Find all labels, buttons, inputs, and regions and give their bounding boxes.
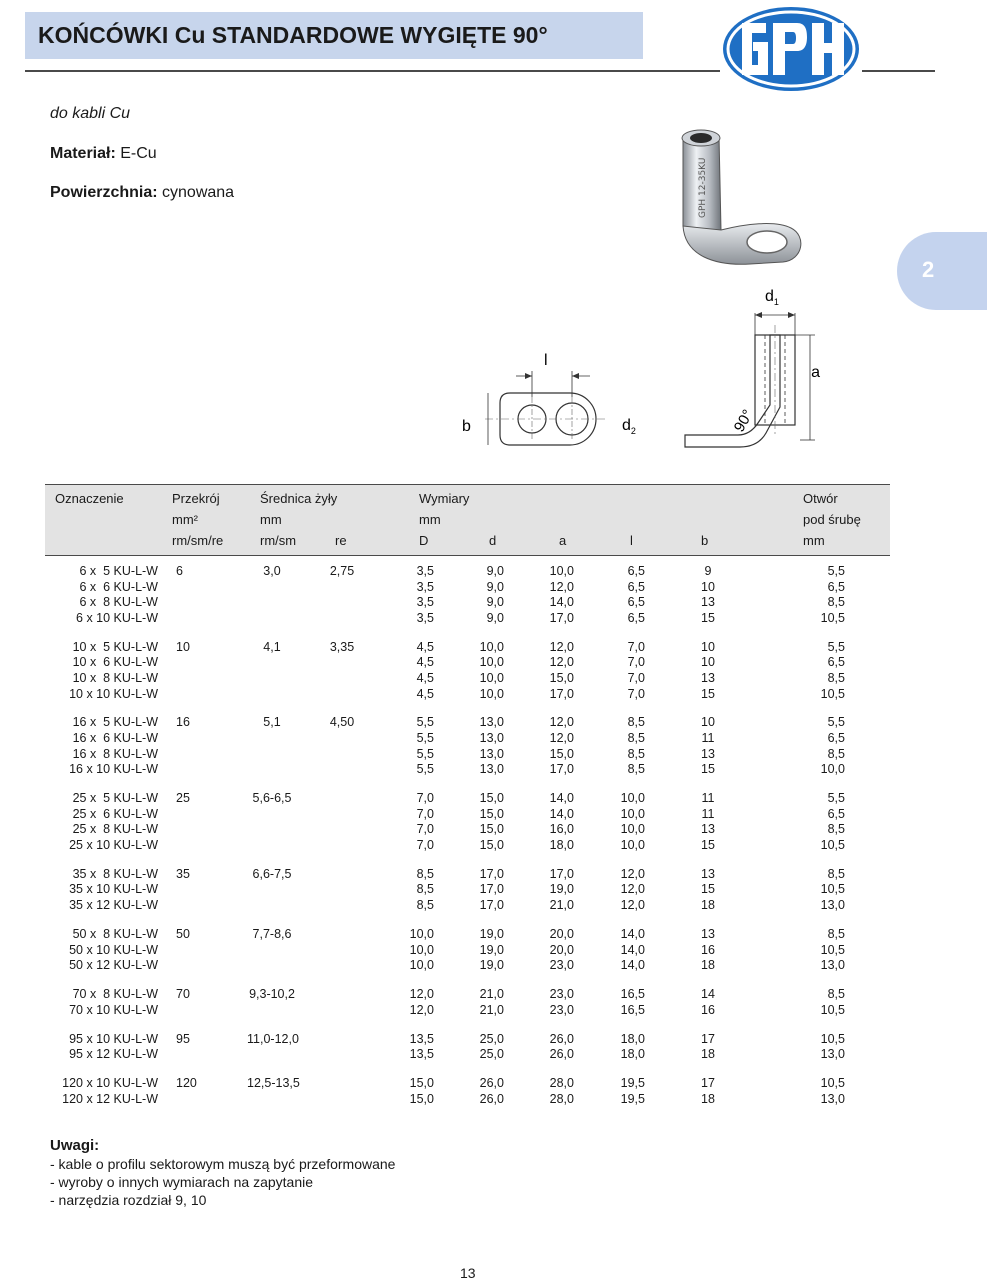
table-cell: 7,7-8,6 [252, 927, 292, 941]
dim-l-label: l [544, 352, 548, 369]
table-cell: 6,5 [627, 564, 645, 578]
table-cell: 10,5 [820, 943, 845, 957]
table-cell: 8,5 [827, 595, 845, 609]
table-cell: 7,0 [416, 822, 434, 836]
table-cell: 19,0 [479, 927, 504, 941]
note-item: - wyroby o innych wymiarach na zapytanie [50, 1174, 314, 1190]
table-cell: 10,0 [409, 943, 434, 957]
col-designation: Oznaczenie [55, 491, 124, 506]
table-cell: 10 [701, 580, 715, 594]
table-cell: 10,0 [549, 564, 574, 578]
row-designation: 70 x 10 KU-L-W [69, 1003, 158, 1017]
table-cell: 20,0 [549, 943, 574, 957]
table-cell: 8,5 [416, 898, 434, 912]
table-cell: 15,0 [479, 838, 504, 852]
table-cell: 8,5 [627, 715, 645, 729]
table-cell: 16,5 [620, 1003, 645, 1017]
table-cell: 17,0 [479, 867, 504, 881]
table-cell: 7,0 [416, 838, 434, 852]
table-cell: 19,5 [620, 1076, 645, 1090]
table-cell: 12,0 [620, 867, 645, 881]
sub-b: b [701, 533, 709, 548]
sub-rmsmre: rm/sm/re [172, 533, 224, 548]
table-cell: 16 [701, 1003, 715, 1017]
table-cell: 9 [704, 564, 712, 578]
table-cell: 6,6-7,5 [252, 867, 292, 881]
table-cell: 12,0 [620, 898, 645, 912]
table-cell: 10,5 [820, 1032, 845, 1046]
row-designation: 25 x 6 KU-L-W [72, 807, 158, 821]
table-cell: 6,5 [627, 580, 645, 594]
table-cell: 13,0 [479, 731, 504, 745]
table-cell: 17,0 [549, 762, 574, 776]
table-cell: 95 [176, 1032, 190, 1046]
table-cell: 25,0 [479, 1047, 504, 1061]
table-cell: 15,0 [479, 822, 504, 836]
row-designation: 10 x 6 KU-L-W [72, 655, 158, 669]
row-designation: 95 x 12 KU-L-W [69, 1047, 158, 1061]
table-cell: 4,50 [329, 715, 355, 729]
sub-re: re [335, 533, 347, 548]
table-cell: 9,0 [486, 564, 504, 578]
table-cell: 13 [701, 822, 715, 836]
table-cell: 14,0 [549, 595, 574, 609]
table-cell: 5,5 [827, 791, 845, 805]
table-cell: 8,5 [416, 867, 434, 881]
table-cell: 13 [701, 927, 715, 941]
table-cell: 13,0 [820, 1047, 845, 1061]
table-cell: 10,0 [820, 762, 845, 776]
table-cell: 13,0 [479, 762, 504, 776]
table-cell: 13 [701, 595, 715, 609]
table-cell: 3,0 [263, 564, 281, 578]
table-cell: 5,5 [416, 715, 434, 729]
row-designation: 25 x 10 KU-L-W [69, 838, 158, 852]
table-cell: 18,0 [620, 1032, 645, 1046]
table-cell: 13 [701, 747, 715, 761]
row-designation: 25 x 8 KU-L-W [72, 822, 158, 836]
section-number: 2 [922, 257, 935, 282]
dim-d2-label: $d_2$ [622, 417, 636, 436]
table-cell: 4,5 [416, 640, 434, 654]
photo-stamp: GPH 12-35KU [698, 157, 708, 218]
table-cell: 4,5 [416, 655, 434, 669]
table-cell: 18 [701, 898, 715, 912]
table-cell: 8,5 [627, 731, 645, 745]
note-item: - kable o profilu sektorowym muszą być przeformowane [50, 1156, 396, 1172]
table-cell: 14,0 [620, 958, 645, 972]
hole-screw-label: pod śrubę [803, 512, 861, 527]
table-cell: 13,0 [820, 1092, 845, 1106]
unit-cross-section: mm² [172, 512, 198, 527]
technical-drawing [462, 285, 820, 470]
table-cell: 8,5 [627, 762, 645, 776]
row-designation: 16 x 5 KU-L-W [72, 715, 158, 729]
table-cell: 9,0 [486, 595, 504, 609]
sub-a: a [559, 533, 567, 548]
table-cell: 5,5 [827, 640, 845, 654]
table-cell: 23,0 [549, 958, 574, 972]
table-cell: 15,0 [549, 671, 574, 685]
table-cell: 9,3-10,2 [249, 987, 295, 1001]
row-designation: 16 x 8 KU-L-W [72, 747, 158, 761]
dim-a-label: a [811, 364, 820, 381]
row-designation: 16 x 10 KU-L-W [69, 762, 158, 776]
table-cell: 16,0 [549, 822, 574, 836]
table-cell: 10,5 [820, 1076, 845, 1090]
table-cell: 11 [701, 807, 715, 821]
col-dimensions: Wymiary [419, 491, 470, 506]
table-cell: 28,0 [549, 1076, 574, 1090]
col-hole: Otwór [803, 491, 838, 506]
table-cell: 12,0 [549, 640, 574, 654]
table-cell: 70 [176, 987, 190, 1001]
table-cell: 17,0 [549, 687, 574, 701]
table-cell: 11 [701, 791, 715, 805]
table-cell: 14,0 [549, 791, 574, 805]
row-designation: 35 x 10 KU-L-W [69, 882, 158, 896]
table-cell: 19,0 [549, 882, 574, 896]
table-cell: 35 [176, 867, 190, 881]
table-cell: 7,0 [627, 687, 645, 701]
dim-b-label: b [462, 418, 471, 435]
table-cell: 17,0 [479, 898, 504, 912]
page-number: 13 [460, 1265, 476, 1281]
table-cell: 5,5 [416, 731, 434, 745]
page-title: KOŃCÓWKI Cu STANDARDOWE WYGIĘTE 90° [38, 22, 548, 48]
table-cell: 12,0 [409, 987, 434, 1001]
row-designation: 10 x 5 KU-L-W [72, 640, 158, 654]
table-cell: 12,0 [549, 655, 574, 669]
table-cell: 18 [701, 1092, 715, 1106]
table-cell: 5,5 [416, 762, 434, 776]
table-cell: 6,5 [827, 655, 845, 669]
table-cell: 12,0 [549, 715, 574, 729]
table-cell: 10,0 [620, 791, 645, 805]
table-cell: 15,0 [409, 1076, 434, 1090]
table-cell: 10,0 [479, 640, 504, 654]
sub-l: l [630, 533, 633, 548]
table-cell: 15,0 [479, 807, 504, 821]
table-cell: 14 [701, 987, 715, 1001]
table-cell: 7,0 [627, 640, 645, 654]
table-cell: 8,5 [827, 987, 845, 1001]
table-cell: 5,1 [263, 715, 281, 729]
table-cell: 13,0 [820, 898, 845, 912]
cable-type-line: do kabli Cu [50, 105, 131, 122]
table-cell: 8,5 [827, 747, 845, 761]
notes [50, 1137, 395, 1209]
table-cell: 6,5 [827, 807, 845, 821]
table-cell: 6,5 [627, 595, 645, 609]
table-cell: 11,0-12,0 [247, 1032, 299, 1046]
table-cell: 4,5 [416, 671, 434, 685]
unit-dimensions: mm [419, 512, 441, 527]
row-designation: 6 x 5 KU-L-W [79, 564, 158, 578]
table-cell: 2,75 [329, 564, 355, 578]
row-designation: 70 x 8 KU-L-W [72, 987, 158, 1001]
sub-d: d [489, 533, 497, 548]
section-tab [897, 232, 987, 310]
company-logo [720, 3, 862, 95]
table-cell: 7,0 [627, 655, 645, 669]
table-cell: 16,5 [620, 987, 645, 1001]
table-cell: 10 [701, 715, 715, 729]
table-cell: 23,0 [549, 1003, 574, 1017]
table-cell: 16 [701, 943, 715, 957]
table-cell: 13,5 [409, 1047, 434, 1061]
table-cell: 3,5 [416, 580, 434, 594]
row-designation: 95 x 10 KU-L-W [69, 1032, 158, 1046]
table-cell: 10,0 [620, 838, 645, 852]
table-cell: 10,0 [409, 958, 434, 972]
table-cell: 17 [701, 1076, 715, 1090]
table-cell: 12,0 [549, 580, 574, 594]
table-cell: 10,5 [820, 687, 845, 701]
table-cell: 18 [701, 958, 715, 972]
table-cell: 15 [701, 687, 715, 701]
table-cell: 9,0 [486, 611, 504, 625]
table-cell: 26,0 [549, 1047, 574, 1061]
row-designation: 6 x 10 KU-L-W [76, 611, 158, 625]
table-cell: 12,5-13,5 [247, 1076, 300, 1090]
table-cell: 4,1 [263, 640, 281, 654]
row-designation: 50 x 8 KU-L-W [72, 927, 158, 941]
table-cell: 120 [176, 1076, 197, 1090]
table-cell: 13,0 [820, 958, 845, 972]
table-cell: 13,0 [479, 715, 504, 729]
table-cell: 21,0 [479, 1003, 504, 1017]
row-designation: 25 x 5 KU-L-W [72, 791, 158, 805]
table-cell: 12,0 [409, 1003, 434, 1017]
table-cell: 10,0 [479, 655, 504, 669]
unit-core-diameter: mm [260, 512, 282, 527]
table-cell: 3,5 [416, 611, 434, 625]
table-cell: 13 [701, 867, 715, 881]
table-cell: 8,5 [827, 822, 845, 836]
table-cell: 17 [701, 1032, 715, 1046]
table-cell: 15,0 [409, 1092, 434, 1106]
table-cell: 17,0 [549, 611, 574, 625]
sub-mm: mm [803, 533, 825, 548]
table-cell: 10,0 [409, 927, 434, 941]
table-cell: 5,5 [416, 747, 434, 761]
table-cell: 20,0 [549, 927, 574, 941]
table-cell: 17,0 [549, 867, 574, 881]
col-cross-section: Przekrój [172, 491, 220, 506]
table-cell: 5,5 [827, 715, 845, 729]
table-cell: 14,0 [620, 943, 645, 957]
table-cell: 6 [176, 564, 183, 578]
dim-d1-label: $d_1$ [765, 288, 779, 307]
table-cell: 26,0 [479, 1076, 504, 1090]
sub-rmsm: rm/sm [260, 533, 297, 548]
table-cell: 8,5 [416, 882, 434, 896]
table-cell: 6,5 [827, 580, 845, 594]
table-cell: 7,0 [416, 791, 434, 805]
table-cell: 16 [176, 715, 190, 729]
table-cell: 15 [701, 838, 715, 852]
table-cell: 6,5 [627, 611, 645, 625]
table-cell: 10,0 [620, 807, 645, 821]
table-cell: 25,0 [479, 1032, 504, 1046]
row-designation: 35 x 8 KU-L-W [72, 867, 158, 881]
row-designation: 50 x 10 KU-L-W [69, 943, 158, 957]
table-cell: 10,0 [479, 687, 504, 701]
table-cell: 10,5 [820, 611, 845, 625]
table-cell: 26,0 [479, 1092, 504, 1106]
table-cell: 4,5 [416, 687, 434, 701]
table-cell: 9,0 [486, 580, 504, 594]
material-line [50, 145, 157, 163]
surface-value: cynowana [162, 184, 235, 201]
angle-label: 90° [730, 406, 757, 435]
table-cell: 7,0 [416, 807, 434, 821]
table-cell: 3,35 [329, 640, 355, 654]
material-value: E-Cu [120, 145, 157, 162]
row-designation: 6 x 6 KU-L-W [79, 580, 158, 594]
product-photo [655, 118, 825, 283]
row-designation: 35 x 12 KU-L-W [69, 898, 158, 912]
table-cell: 15 [701, 611, 715, 625]
row-designation: 10 x 8 KU-L-W [72, 671, 158, 685]
table-cell: 12,0 [620, 882, 645, 896]
table-cell: 28,0 [549, 1092, 574, 1106]
table-cell: 10,5 [820, 1003, 845, 1017]
table-cell: 18 [701, 1047, 715, 1061]
table-cell: 11 [701, 731, 715, 745]
table-cell: 18,0 [549, 838, 574, 852]
col-core-diameter: Średnica żyły [260, 491, 338, 506]
surface-line [50, 184, 234, 202]
notes-heading: Uwagi: [50, 1137, 100, 1154]
table-cell: 10 [176, 640, 190, 654]
table-cell: 15,0 [479, 791, 504, 805]
table-cell: 50 [176, 927, 190, 941]
table-cell: 12,0 [549, 731, 574, 745]
table-cell: 8,5 [627, 747, 645, 761]
row-designation: 50 x 12 KU-L-W [69, 958, 158, 972]
table-cell: 13,0 [479, 747, 504, 761]
row-designation: 120 x 12 KU-L-W [62, 1092, 158, 1106]
table-cell: 8,5 [827, 671, 845, 685]
row-designation: 6 x 8 KU-L-W [79, 595, 158, 609]
note-item: - narzędzia rozdział 9, 10 [50, 1192, 207, 1208]
table-cell: 23,0 [549, 987, 574, 1001]
table-cell: 19,0 [479, 958, 504, 972]
table-cell: 15 [701, 882, 715, 896]
table-cell: 19,5 [620, 1092, 645, 1106]
table-cell: 10 [701, 640, 715, 654]
table-cell: 13 [701, 671, 715, 685]
table-cell: 17,0 [479, 882, 504, 896]
material-label: Materiał: [50, 145, 116, 162]
table-cell: 3,5 [416, 564, 434, 578]
row-designation: 10 x 10 KU-L-W [69, 687, 158, 701]
table-cell: 10 [701, 655, 715, 669]
table-cell: 26,0 [549, 1032, 574, 1046]
sub-D: D [419, 533, 429, 548]
table-cell: 21,0 [479, 987, 504, 1001]
table-cell: 14,0 [620, 927, 645, 941]
table-cell: 10,0 [479, 671, 504, 685]
table-cell: 6,5 [827, 731, 845, 745]
table-cell: 13,5 [409, 1032, 434, 1046]
table-cell: 25 [176, 791, 190, 805]
table-cell: 15,0 [549, 747, 574, 761]
table-cell: 10,5 [820, 882, 845, 896]
table-cell: 10,0 [620, 822, 645, 836]
surface-label: Powierzchnia: [50, 184, 158, 201]
table-cell: 8,5 [827, 927, 845, 941]
table-cell: 14,0 [549, 807, 574, 821]
table-cell: 19,0 [479, 943, 504, 957]
table-cell: 3,5 [416, 595, 434, 609]
row-designation: 120 x 10 KU-L-W [62, 1076, 158, 1090]
table-cell: 15 [701, 762, 715, 776]
table-cell: 18,0 [620, 1047, 645, 1061]
table-cell: 5,5 [827, 564, 845, 578]
row-designation: 16 x 6 KU-L-W [72, 731, 158, 745]
table-cell: 7,0 [627, 671, 645, 685]
table-cell: 21,0 [549, 898, 574, 912]
table-cell: 8,5 [827, 867, 845, 881]
table-cell: 5,6-6,5 [252, 791, 292, 805]
table-cell: 10,5 [820, 838, 845, 852]
